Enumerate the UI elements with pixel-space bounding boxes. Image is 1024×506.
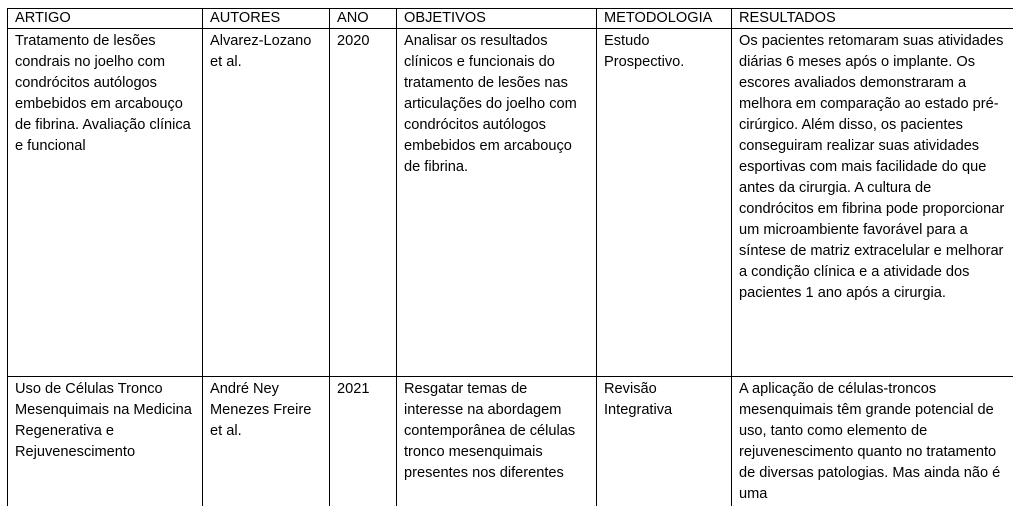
header-artigo: ARTIGO	[8, 9, 203, 29]
cell-resultados: A aplicação de células-troncos mesenquimais têm grande potencial de uso, tanto como elemento de rejuvenescimento quanto no tratamento de diversas patologias. Mas ainda não é uma	[732, 377, 1014, 506]
table-header-row	[8, 9, 1014, 29]
literature-review-table	[7, 8, 1013, 506]
cell-objetivos: Resgatar temas de interesse na abordagem contemporânea de células tronco mesenquimais presentes nos diferentes	[397, 377, 597, 506]
cell-artigo: Uso de Células Tronco Mesenquimais na Medicina Regenerativa e Rejuvenescimento	[8, 377, 203, 506]
cell-resultados: Os pacientes retomaram suas atividades diárias 6 meses após o implante. Os escores avaliados demonstraram a melhora em comparação ao estado pré-cirúrgico. Além disso, os pacientes conseguiram realizar suas atividades esportivas com mais facilidade do que antes da cirurgia. A cultura de condrócitos em fibrina pode proporcionar um microambiente favorável para a síntese de matriz extracelular e melhorar a condição clínica e a atividade dos pacientes 1 ano após a cirurgia.	[732, 29, 1014, 377]
table-row	[8, 29, 1014, 377]
header-metodologia: METODOLOGIA	[597, 9, 732, 29]
results-table-container	[7, 8, 1013, 506]
cell-artigo: Tratamento de lesões condrais no joelho com condrócitos autólogos embebidos em arcabouço de fibrina. Avaliação clínica e funcional	[8, 29, 203, 377]
cell-autores: Alvarez-Lozano et al.	[203, 29, 330, 377]
cell-objetivos: Analisar os resultados clínicos e funcionais do tratamento de lesões nas articulações do joelho com condrócitos autólogos embebidos em arcabouço de fibrina.	[397, 29, 597, 377]
header-autores: AUTORES	[203, 9, 330, 29]
table-row	[8, 377, 1014, 506]
header-objetivos: OBJETIVOS	[397, 9, 597, 29]
cell-metodologia: Revisão Integrativa	[597, 377, 732, 506]
cell-ano: 2021	[330, 377, 397, 506]
cell-ano: 2020	[330, 29, 397, 377]
header-ano: ANO	[330, 9, 397, 29]
cell-autores: André Ney Menezes Freire et al.	[203, 377, 330, 506]
cell-metodologia: Estudo Prospectivo.	[597, 29, 732, 377]
header-resultados: RESULTADOS	[732, 9, 1014, 29]
